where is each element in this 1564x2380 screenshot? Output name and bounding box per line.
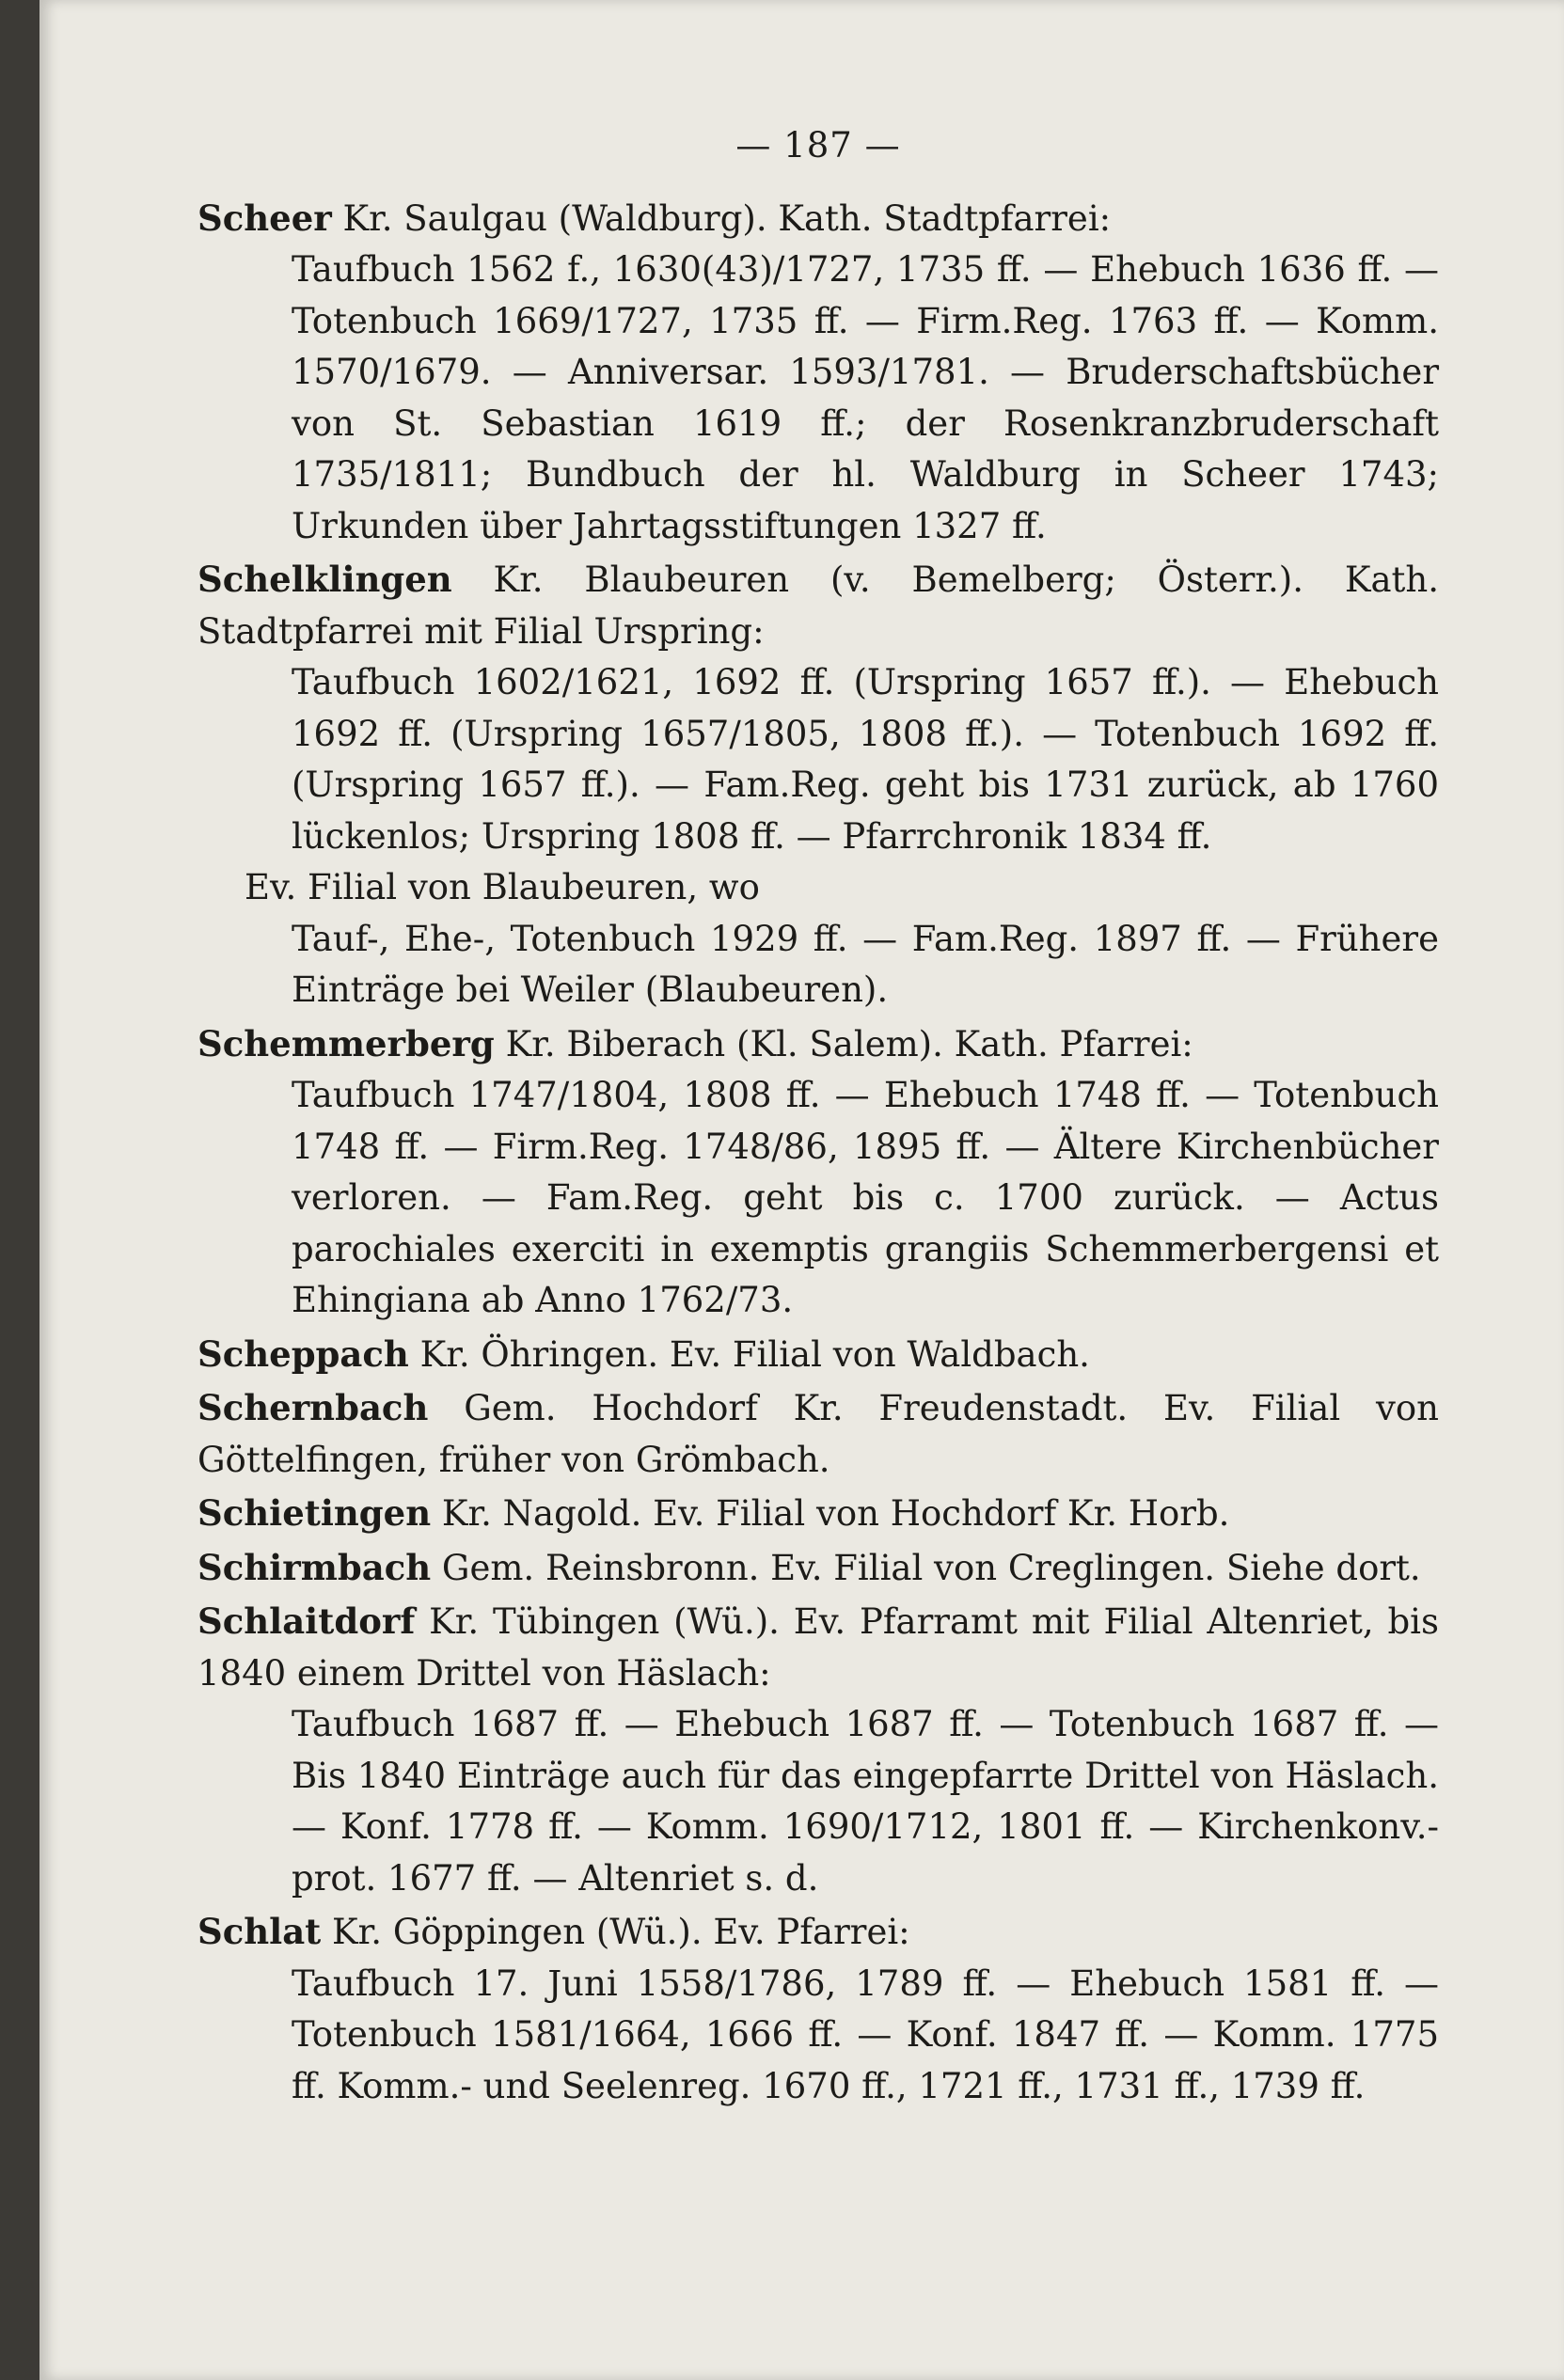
- entry-name: Schietingen: [197, 1492, 432, 1534]
- entry-records: Taufbuch 1602/1621, 1692 ff. (Urspring 1657 ff.). — Ehebuch 1692 ff. (Urspring 1657/1805, 1808 ff.). — Totenbuch 1692 ff. (Urspring 1657 ff.). — Fam.Reg. geht bis 1731 zurück, ab 1760 lückenlos; Urspring 1808 ff. — Pfarrchronik 1834 ff.: [292, 662, 1439, 857]
- entry-heading: Gem. Hochdorf Kr. Freudenstadt. Ev. Filial von Göttelfingen, früher von Grömbach.: [197, 1388, 1439, 1480]
- entry-scheer: [197, 193, 1439, 553]
- entry-heading: Kr. Saulgau (Waldburg). Kath. Stadtpfarrei:: [331, 197, 1112, 239]
- entry-name: Schemmerberg: [197, 1022, 495, 1064]
- entry-name: Scheer: [197, 197, 332, 239]
- entry-schernbach: [197, 1382, 1439, 1486]
- entry-records: Taufbuch 17. Juni 1558/1786, 1789 ff. — Ehebuch 1581 ff. — Totenbuch 1581/1664, 1666 ff. — Konf. 1847 ff. — Komm. 1775 ff. Komm.- und Seelenreg. 1670 ff., 1721 ff., 1731 ff., 1739 ff.: [292, 1962, 1439, 2106]
- entry-heading: Kr. Biberach (Kl. Salem). Kath. Pfarrei:: [494, 1023, 1193, 1064]
- entry-heading: Kr. Nagold. Ev. Filial von Hochdorf Kr. Horb.: [431, 1493, 1230, 1534]
- entry-name: Schlaitdorf: [197, 1600, 416, 1642]
- entry-name: Schlat: [197, 1911, 322, 1952]
- entry-records: Taufbuch 1687 ff. — Ehebuch 1687 ff. — Totenbuch 1687 ff. — Bis 1840 Einträge auch für das eingepfarrte Drittel von Häslach. — Konf. 1778 ff. — Komm. 1690/1712, 1801 ff. — Kirchenkonv.-prot. 1677 ff. — Altenriet s. d.: [292, 1704, 1439, 1899]
- entry-heading: Kr. Blaubeuren (v. Bemelberg; Österr.). Kath. Stadtpfarrei mit Filial Urspring:: [197, 560, 1439, 652]
- entry-heading: Gem. Reinsbronn. Ev. Filial von Creglingen. Siehe dort.: [431, 1547, 1421, 1588]
- entry-name: Schirmbach: [197, 1546, 432, 1588]
- entry-name: Scheppach: [197, 1332, 409, 1375]
- entry-schemmerberg: [197, 1018, 1439, 1327]
- page-number: — 187 —: [735, 125, 901, 165]
- entry-heading: Kr. Tübingen (Wü.). Ev. Pfarramt mit Filial Altenriet, bis 1840 einem Drittel von Häslach:: [197, 1601, 1439, 1694]
- entry-records: Taufbuch 1562 f., 1630(43)/1727, 1735 ff. — Ehebuch 1636 ff. — Totenbuch 1669/1727, 1735 ff. — Firm.Reg. 1763 ff. — Komm. 1570/1679. — Anniversar. 1593/1781. — Bruderschaftsbücher von St. Sebastian 1619 ff.; der Rosenkranzbruderschaft 1735/1811; Bundbuch der hl. Waldburg in Scheer 1743; Urkunden über Jahrtagsstiftungen 1327 ff.: [292, 249, 1439, 546]
- entry-records: Taufbuch 1747/1804, 1808 ff. — Ehebuch 1748 ff. — Totenbuch 1748 ff. — Firm.Reg. 1748/86, 1895 ff. — Ältere Kirchenbücher verloren. — Fam.Reg. geht bis c. 1700 zurück. — Actus parochiales exerciti in exemptis grangiis Schemmerbergensi et Ehingiana ab Anno 1762/73.: [292, 1075, 1439, 1320]
- entry-sub-section: [245, 862, 1439, 1017]
- page-text: [197, 120, 1439, 2114]
- entry-heading: Kr. Öhringen. Ev. Filial von Waldbach.: [408, 1333, 1090, 1375]
- entry-schlaitdorf: [197, 1596, 1439, 1904]
- sub-heading: Ev. Filial von Blaubeuren, wo: [245, 867, 760, 907]
- entry-heading: Kr. Göppingen (Wü.). Ev. Pfarrei:: [321, 1912, 910, 1952]
- entry-schlat: [197, 1906, 1439, 2112]
- entry-schietingen: [197, 1488, 1439, 1540]
- sub-records: Tauf-, Ehe-, Totenbuch 1929 ff. — Fam.Reg. 1897 ff. — Frühere Einträge bei Weiler (Blaubeuren).: [292, 918, 1439, 1010]
- entry-schirmbach: [197, 1542, 1439, 1595]
- entry-name: Schernbach: [197, 1387, 429, 1428]
- entry-name: Schelklingen: [197, 559, 452, 600]
- entry-scheppach: [197, 1329, 1439, 1381]
- entry-schelklingen: [197, 554, 1439, 1017]
- book-page: [39, 0, 1564, 2380]
